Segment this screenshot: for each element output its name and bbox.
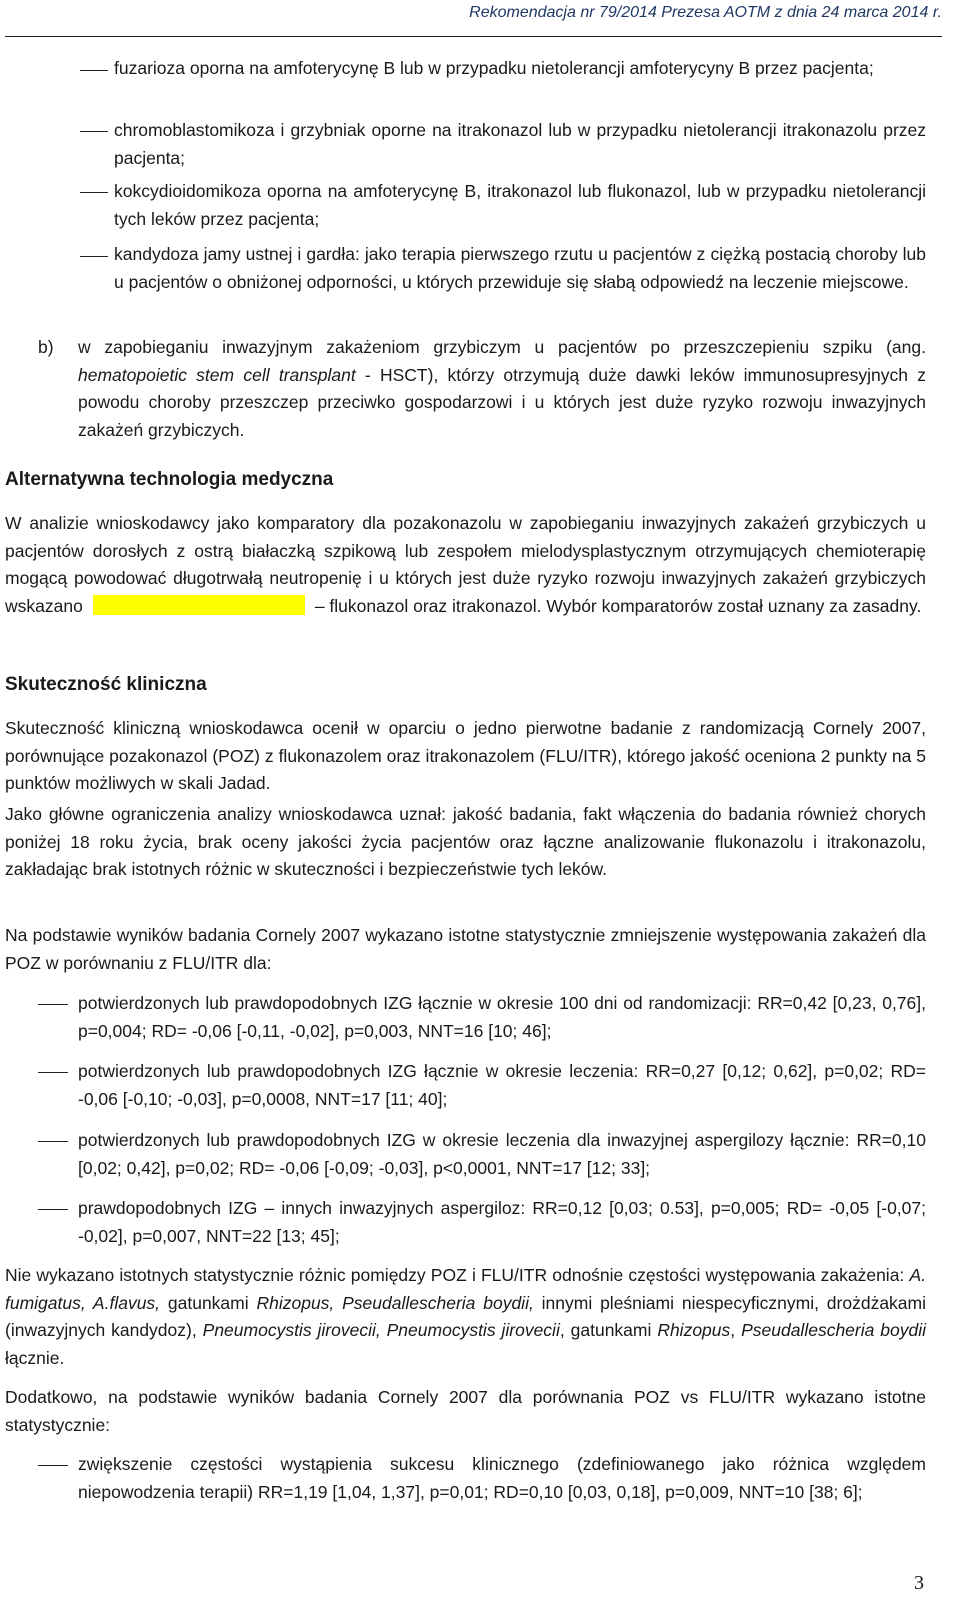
paragraph: Dodatkowo, na podstawie wyników badania Cornely 2007 dla porównania POZ vs FLU/ITR wykazano istotne statystycznie:: [5, 1387, 926, 1435]
list-item: potwierdzonych lub prawdopodobnych IZG w okresie leczenia dla inwazyjnej aspergilozy łącznie: RR=0,10 [0,02; 0,42], p=0,02; RD= -0,06 [-0,09; -0,03], p<0,0001, NNT=17 [12; 33];: [78, 1130, 926, 1178]
list-item: zwiększenie częstości wystąpienia sukcesu klinicznego (zdefiniowanego jako różnica względem niepowodzenia terapii) RR=1,19 [1,04, 1,37], p=0,01; RD=0,10 [0,03, 0,18], p=0,009, NNT=10 [38; 6];: [78, 1454, 926, 1502]
paragraph-text: ,: [730, 1320, 742, 1340]
paragraph-text: Nie wykazano istotnych statystycznie różnic pomiędzy POZ i FLU/ITR odnośnie częstości występowania zakażenia:: [5, 1265, 910, 1285]
paragraph: Na podstawie wyników badania Cornely 2007 wykazano istotne statystycznie zmniejszenie występowania zakażeń dla POZ w porównaniu z FLU/ITR dla:: [5, 925, 926, 973]
header-rule: [5, 36, 942, 37]
paragraph-text: W analizie wnioskodawcy jako komparatory dla pozakonazolu w zapobieganiu inwazyjnych zakażeń grzybiczych u pacjentów dorosłych z ostrą białaczką szpikową lub zespołem mielodysplastycznym otrzymujących chemioterapię mogącą powodować długotrwałą neutropenię i u których jest duże ryzyko rozwoju inwazyjnych zakażeń grzybiczych wskazano: [5, 513, 926, 616]
list-item: fuzarioza oporna na amfoterycynę B lub w przypadku nietolerancji amfoterycyny B przez pacjenta;: [114, 58, 874, 78]
paragraph: [5, 510, 926, 620]
dash-bullet: [38, 1141, 68, 1142]
list-item: potwierdzonych lub prawdopodobnych IZG łącznie w okresie leczenia: RR=0,27 [0,12; 0,62], p=0,02; RD= -0,06 [-0,10; -0,03], p=0,0008, NNT=17 [11; 40];: [78, 1061, 926, 1109]
paragraph-text: – flukonazol oraz itrakonazol. Wybór komparatorów został uznany za zasadny.: [314, 595, 922, 616]
dash-bullet: [38, 1072, 68, 1073]
list-item: chromoblastomikoza i grzybniak oporne na itrakonazol lub w przypadku nietolerancji itrakonazolu przez pacjenta;: [114, 120, 926, 168]
dash-bullet: [38, 1004, 68, 1005]
paragraph: Jako główne ograniczenia analizy wnioskodawca uznał: jakość badania, fakt włączenia do badania również chorych poniżej 18 roku życia, brak oceny jakości życia pacjentów oraz łączne analizowanie flukonazolu i itrakonazolu, zakładając brak istotnych różnic w skuteczności i bezpieczeństwie tych leków.: [5, 804, 926, 879]
redaction-mark: [93, 595, 305, 615]
species-name: A. fumigatus, A.flavus,: [5, 1265, 926, 1313]
item-b-text: w zapobieganiu inwazyjnym zakażeniom grzybiczym u pacjentów po przeszczepieniu szpiku (ang.: [78, 337, 926, 357]
section-heading: Skuteczność kliniczna: [5, 674, 207, 695]
section-heading: Alternatywna technologia medyczna: [5, 469, 334, 490]
item-b-italic: hematopoietic stem cell transplant: [78, 364, 356, 385]
paragraph-text: gatunkami: [160, 1292, 257, 1313]
paragraph: [5, 1262, 926, 1372]
dash-bullet: [80, 256, 108, 257]
species-name: Rhizopus: [657, 1320, 731, 1340]
paragraph-text: , gatunkami: [559, 1320, 658, 1340]
list-item: kandydoza jamy ustnej i gardła: jako terapia pierwszego rzutu u pacjentów z ciężką postacią choroby lub u pacjentów o obniżonej odporności, u których przewiduje się słabą odpowiedź na leczenie miejscowe.: [114, 244, 926, 292]
paragraph-text: łącznie.: [5, 1347, 65, 1368]
dash-bullet: [80, 192, 108, 193]
dash-bullet: [38, 1465, 68, 1466]
dash-bullet: [80, 131, 108, 132]
running-header: Rekomendacja nr 79/2014 Prezesa AOTM z dnia 24 marca 2014 r.: [469, 4, 942, 21]
dash-bullet: [38, 1209, 68, 1210]
list-item: kokcydioidomikoza oporna na amfoterycynę B, itrakonazol lub flukonazol, lub w przypadku nietolerancji tych leków przez pacjenta;: [114, 181, 926, 229]
paragraph-text: innymi pleśniami niespecyficznymi, drożdżakami (inwazyjnych kandydoz),: [5, 1292, 927, 1340]
paragraph: Skuteczność kliniczną wnioskodawca ocenił w oparciu o jedno pierwotne badanie z randomizacją Cornely 2007, porównujące pozakonazol (POZ) z flukonazolem oraz itrakonazolem (FLU/ITR), którego jakość oceniona 2 punkty na 5 punktów możliwych w skali Jadad.: [5, 718, 926, 793]
item-b-text-end: - HSCT), którzy otrzymują duże dawki leków immunosupresyjnych z powodu choroby przeszczep przeciwko gospodarzowi i u których jest duże ryzyko rozwoju inwazyjnych zakażeń grzybiczych.: [78, 364, 926, 440]
list-item: potwierdzonych lub prawdopodobnych IZG łącznie w okresie 100 dni od randomizacji: RR=0,42 [0,23, 0,76], p=0,004; RD= -0,06 [-0,11, -0,02], p=0,003, NNT=16 [10; 46];: [78, 993, 926, 1041]
species-name: Rhizopus, Pseudallescheria boydii,: [256, 1292, 534, 1313]
dash-bullet: [80, 70, 108, 71]
list-marker: b): [38, 337, 54, 357]
page-number: 3: [914, 1572, 924, 1594]
list-item-b: [78, 334, 926, 444]
species-name: Pneumocystis jirovecii, Pneumocystis jirovecii: [202, 1320, 560, 1340]
species-name: Pseudallescheria boydii: [741, 1320, 927, 1340]
list-item: prawdopodobnych IZG – innych inwazyjnych aspergiloz: RR=0,12 [0,03; 0.53], p=0,005; RD= -0,05 [-0,07; -0,02], p=0,007, NNT=22 [13; 45];: [78, 1198, 926, 1246]
